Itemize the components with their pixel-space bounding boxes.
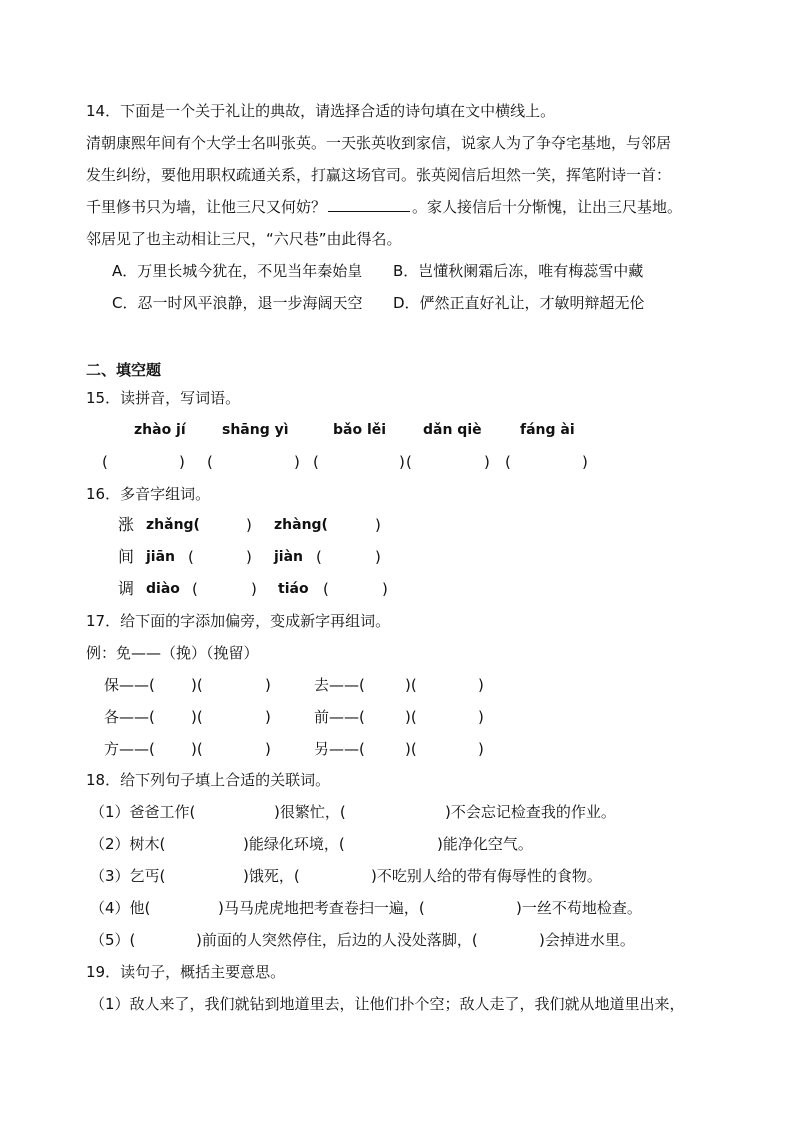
q15-paren-close-4: ) — [484, 453, 490, 471]
q18-s1-part1: （1）爸爸工作( — [90, 803, 196, 821]
q14-story-line-4: 邻居见了也主动相让三尺，“六尺巷”由此得名。 — [86, 230, 402, 248]
q15-title: 15．读拼音，写词语。 — [86, 389, 241, 407]
q17-paren-2b: ) — [478, 676, 484, 694]
q14-story-line-1: 清朝康熙年间有个大学士名叫张英。一天张英收到家信，说家人为了争夺宅基地，与邻居 — [86, 134, 672, 152]
q14-option-b[interactable]: B．岂懂秋阑霜后冻，唯有梅蕊雪中藏 — [393, 262, 644, 280]
q18-s5-part3: )会掉进水里。 — [539, 931, 635, 949]
q14-option-d[interactable]: D．俨然正直好礼让，才敏明辩超无伦 — [393, 294, 645, 312]
q16-paren-open-3a: ( — [192, 580, 198, 598]
q18-s5-part1: （5）( — [90, 931, 136, 949]
q15-paren-open-4: ( — [406, 453, 412, 471]
q16-paren-open-3b: ( — [323, 580, 329, 598]
q17-item-3: 各——( — [104, 708, 155, 726]
q14-story-line-3 — [86, 197, 682, 217]
q15-paren-open-2: ( — [207, 453, 213, 471]
q14-title: 14．下面是一个关于礼让的典故，请选择合适的诗句填在文中横线上。 — [86, 102, 556, 120]
q16-pinyin-2a: jiān — [146, 549, 176, 565]
q19-title: 19．读句子，概括主要意思。 — [86, 963, 286, 981]
q15-pinyin-3: bǎo lěi — [333, 422, 387, 438]
q17-paren-3a: )( — [191, 708, 203, 726]
q16-char-1: 涨 — [118, 515, 135, 534]
q16-paren-close-2a: ) — [246, 548, 252, 566]
q16-paren-1a: ) — [246, 516, 252, 534]
section-2-heading: 二、填空题 — [86, 361, 162, 379]
q18-s1-part3: )不会忘记检查我的作业。 — [445, 803, 616, 821]
q15-paren-close-3: ) — [399, 453, 405, 471]
q17-item-2: 去——( — [314, 676, 365, 694]
q17-item-4: 前——( — [314, 708, 365, 726]
q17-item-1: 保——( — [104, 676, 155, 694]
q17-paren-2a: )( — [405, 676, 417, 694]
q15-paren-open-1: ( — [102, 453, 108, 471]
q18-s2-part3: )能净化空气。 — [437, 835, 533, 853]
q15-pinyin-1: zhào jí — [134, 422, 186, 438]
q15-pinyin-2: shāng yì — [222, 422, 289, 438]
q16-pinyin-1b: zhàng( — [274, 517, 328, 533]
q14-answer-blank[interactable] — [328, 197, 410, 212]
q15-paren-open-5: ( — [505, 453, 511, 471]
q16-pinyin-3b: tiáo — [278, 581, 309, 597]
q17-paren-4b: ) — [478, 708, 484, 726]
q16-pinyin-1a: zhǎng( — [146, 517, 200, 533]
q18-s3-part2: )饿死，( — [243, 867, 300, 885]
q18-s2-part1: （2）树木( — [90, 835, 166, 853]
q15-paren-close-2: ) — [294, 453, 300, 471]
q17-paren-4a: )( — [405, 708, 417, 726]
q17-paren-6a: )( — [405, 740, 417, 758]
q16-paren-close-3a: ) — [251, 580, 257, 598]
q16-paren-1b: ) — [375, 516, 381, 534]
q18-s2-part2: )能绿化环境，( — [243, 835, 345, 853]
q17-paren-5b: ) — [265, 740, 271, 758]
q17-example: 例：免——（挽）（挽留） — [86, 644, 259, 662]
q16-char-3: 调 — [118, 579, 135, 598]
q17-paren-6b: ) — [478, 740, 484, 758]
q17-paren-3b: ) — [265, 708, 271, 726]
q15-pinyin-4: dǎn qiè — [423, 422, 482, 438]
q16-paren-open-2a: ( — [188, 548, 194, 566]
q14-line3-before: 千里修书只为墙，让他三尺又何妨？ — [86, 198, 327, 216]
q17-title: 17．给下面的字添加偏旁，变成新字再组词。 — [86, 612, 391, 630]
q18-s4-part3: )一丝不苟地检查。 — [516, 899, 642, 917]
q17-paren-1a: )( — [191, 676, 203, 694]
q18-s5-part2: )前面的人突然停住，后边的人没处落脚，( — [196, 931, 478, 949]
q18-s4-part1: （4）他( — [90, 899, 151, 917]
q16-paren-close-2b: ) — [375, 548, 381, 566]
q14-line3-after: 。家人接信后十分惭愧，让出三尺基地。 — [412, 198, 683, 216]
q16-pinyin-3a: diào — [146, 581, 180, 597]
q18-title: 18．给下列句子填上合适的关联词。 — [86, 771, 331, 789]
q15-paren-close-5: ) — [582, 453, 588, 471]
q15-pinyin-5: fáng ài — [520, 422, 575, 438]
q14-option-c[interactable]: C．忍一时风平浪静，退一步海阔天空 — [112, 294, 363, 312]
q17-paren-5a: )( — [191, 740, 203, 758]
q17-item-6: 另——( — [314, 740, 365, 758]
q16-char-2: 间 — [118, 547, 135, 566]
q15-paren-close-1: ) — [179, 453, 185, 471]
q18-s1-part2: )很繁忙，( — [274, 803, 346, 821]
q16-pinyin-2b: jiàn — [274, 549, 304, 565]
q18-s3-part1: （3）乞丐( — [90, 867, 166, 885]
q18-s3-part3: )不吃别人给的带有侮辱性的食物。 — [371, 867, 602, 885]
q15-paren-open-3: ( — [313, 453, 319, 471]
q17-item-5: 方——( — [104, 740, 155, 758]
q16-title: 16．多音字组词。 — [86, 485, 211, 503]
q18-s4-part2: )马马虎虎地把考查卷扫一遍，( — [218, 899, 425, 917]
q14-option-a[interactable]: A．万里长城今犹在，不见当年秦始皇 — [112, 262, 363, 280]
q14-story-line-2: 发生纠纷，要他用职权疏通关系，打赢这场官司。张英阅信后坦然一笑，挥笔附诗一首： — [86, 166, 672, 184]
q17-paren-1b: ) — [265, 676, 271, 694]
q19-sentence-1: （1）敌人来了，我们就钻到地道里去，让他们扑个空；敌人走了，我们就从地道里出来， — [90, 995, 685, 1013]
q16-paren-open-2b: ( — [316, 548, 322, 566]
q16-paren-close-3b: ) — [382, 580, 388, 598]
